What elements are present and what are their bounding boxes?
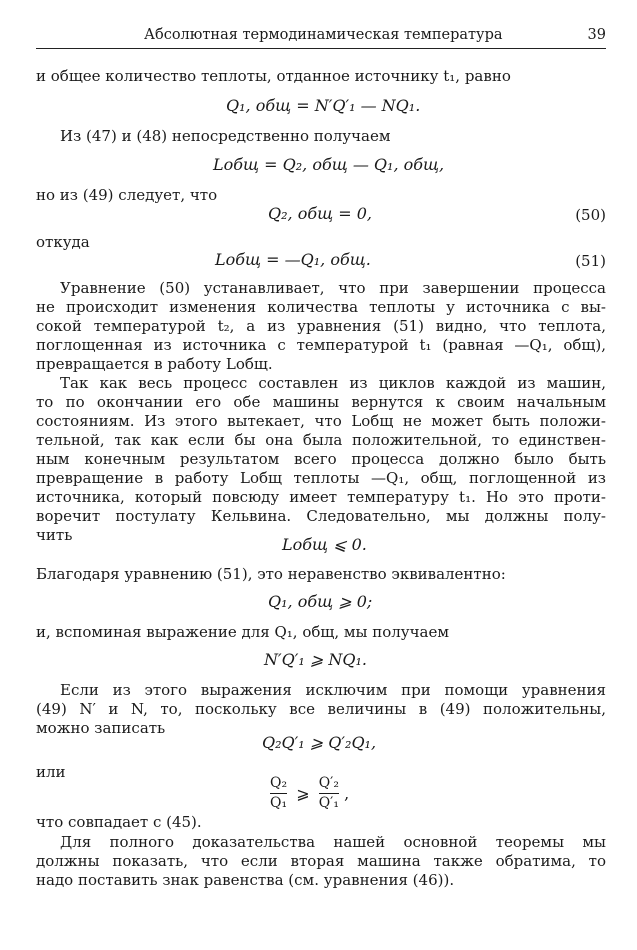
equation: N′Q′₁ ⩾ NQ₁. xyxy=(264,650,367,669)
paragraph-line: Так как весь процесс составлен из циклов каждой из машин, xyxy=(60,374,606,392)
paragraph-line: Если из этого выражения исключим при помощи уравнения xyxy=(60,681,606,699)
paragraph-line: не происходит изменения количества теплоты у источника с вы- xyxy=(36,298,606,316)
inequality-sign: ⩾ xyxy=(296,784,310,803)
equation: Q₂Q′₁ ⩾ Q′₂Q₁, xyxy=(262,733,377,752)
equation-comma: , xyxy=(344,784,350,803)
page-number: 39 xyxy=(587,27,606,43)
text-line: Благодаря уравнению (51), это неравенство эквивалентно: xyxy=(36,565,506,583)
paragraph-line: Уравнение (50) устанавливает, что при завершении процесса xyxy=(60,279,606,297)
paragraph-line: Для полного доказательства нашей основной теоремы мы xyxy=(60,833,606,851)
left-denominator: Q₁ xyxy=(270,795,288,811)
text-line: или xyxy=(36,763,66,781)
equation: Q₁, общ ⩾ 0; xyxy=(268,592,373,611)
text-line: но из (49) следует, что xyxy=(36,186,218,204)
fraction-inequality xyxy=(270,774,349,813)
right-numerator: Q′₂ xyxy=(319,774,339,794)
left-numerator: Q₂ xyxy=(270,774,287,794)
equation: Lобщ = —Q₁, общ. xyxy=(215,250,371,269)
right-denominator: Q′₁ xyxy=(318,795,339,811)
paragraph-line: состояниям. Из этого вытекает, что Lобщ не может быть положи- xyxy=(36,412,606,430)
paragraph-line: чить xyxy=(36,526,73,544)
equation: Q₁, общ = N′Q′₁ — NQ₁. xyxy=(226,96,421,115)
paragraph-line: превращение в работу Lобщ теплоты —Q₁, общ, поглощенной из xyxy=(36,469,606,487)
paragraph-line: воречит постулату Кельвина. Следовательно, мы должны полу- xyxy=(36,507,606,525)
paragraph-line: можно записать xyxy=(36,719,166,737)
running-header xyxy=(36,24,606,49)
equation: Q₂, общ = 0, xyxy=(268,204,372,223)
text-line: что совпадает с (45). xyxy=(36,813,202,831)
paragraph-line: превращается в работу Lобщ. xyxy=(36,355,273,373)
equation-number: (51) xyxy=(575,252,606,270)
text-line: Из (47) и (48) непосредственно получаем xyxy=(60,127,391,145)
equation: Lобщ = Q₂, общ — Q₁, общ, xyxy=(213,155,445,174)
left-fraction xyxy=(270,774,287,813)
paragraph-line: ным конечным результатом всего процесса должно было быть xyxy=(36,450,606,468)
text-line: и, вспоминая выражение для Q₁, общ, мы получаем xyxy=(36,623,450,641)
text-line: и общее количество теплоты, отданное источнику t₁, равно xyxy=(36,67,511,85)
paragraph-line: поглощенная из источника с температурой t₁ (равная —Q₁, общ), xyxy=(36,336,606,354)
paragraph-line: то по окончании его обе машины вернутся к своим начальным xyxy=(36,393,606,411)
paragraph-line: сокой температурой t₂, а из уравнения (51) видно, что теплота, xyxy=(36,317,606,335)
text-line: откуда xyxy=(36,233,90,251)
running-title: Абсолютная термодинамическая температура xyxy=(144,27,503,43)
paragraph-line: источника, который повсюду имеет температуру t₁. Но это проти- xyxy=(36,488,606,506)
equation: Lобщ ⩽ 0. xyxy=(282,535,367,554)
paragraph-line: тельной, так как если бы она была положительной, то единствен- xyxy=(36,431,606,449)
paragraph-line: (49) N′ и N, то, поскольку все величины в (49) положительны, xyxy=(36,700,606,718)
paragraph-line: должны показать, что если вторая машина также обратима, то xyxy=(36,852,606,870)
equation-number: (50) xyxy=(575,206,606,224)
paragraph-line: надо поставить знак равенства (см. уравнения (46)). xyxy=(36,871,455,889)
right-fraction xyxy=(319,774,339,813)
